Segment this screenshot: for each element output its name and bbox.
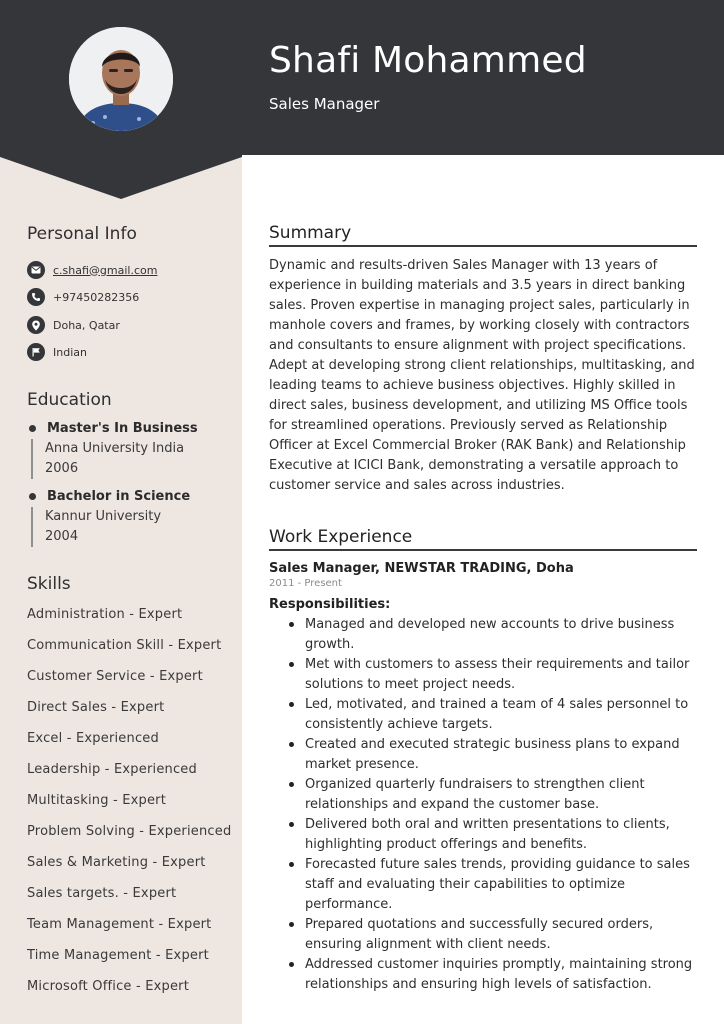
- avatar: [69, 27, 173, 131]
- education-school: Kannur University: [45, 509, 162, 524]
- skill-item: Leadership - Experienced: [27, 762, 197, 777]
- list-item: Delivered both oral and written presentations to clients, highlighting product offerings and benefits.: [269, 815, 699, 855]
- phone-text: +97450282356: [53, 290, 140, 304]
- location-text: Doha, Qatar: [53, 318, 120, 332]
- skills-heading: Skills: [27, 574, 71, 594]
- flag-icon: [27, 343, 45, 361]
- skill-item: Excel - Experienced: [27, 731, 159, 746]
- education-school: Anna University India: [45, 441, 185, 456]
- skill-item: Microsoft Office - Expert: [27, 979, 189, 994]
- education-heading: Education: [27, 390, 112, 410]
- bullet-dot: [29, 425, 36, 432]
- personal-info-heading: Personal Info: [27, 224, 137, 244]
- email-link[interactable]: c.shafi@gmail.com: [53, 263, 158, 277]
- education-year: 2006: [45, 461, 79, 476]
- phone-icon: [27, 288, 45, 306]
- skill-item: Time Management - Expert: [27, 948, 209, 963]
- education-degree: Bachelor in Science: [47, 489, 191, 504]
- nationality-text: Indian: [53, 345, 87, 359]
- job-title: Sales Manager, NEWSTAR TRADING, Doha: [269, 561, 574, 576]
- person-name: Shafi Mohammed: [269, 40, 587, 81]
- avatar-image: [69, 27, 173, 131]
- contact-phone: [27, 288, 139, 306]
- bullet-dot: [29, 493, 36, 500]
- list-item: Prepared quotations and successfully secured orders, ensuring alignment with client needs.: [269, 915, 699, 955]
- skill-item: Administration - Expert: [27, 607, 183, 622]
- skill-item: Problem Solving - Experienced: [27, 824, 232, 839]
- list-item: Met with customers to assess their requirements and tailor solutions to meet project needs.: [269, 655, 699, 695]
- skill-item: Multitasking - Expert: [27, 793, 166, 808]
- responsibilities-heading: Responsibilities:: [269, 597, 391, 612]
- responsibilities-list: [269, 615, 699, 995]
- list-item: Created and executed strategic business plans to expand market presence.: [269, 735, 699, 775]
- contact-nationality: [27, 343, 87, 361]
- list-item: Organized quarterly fundraisers to strengthen client relationships and expand the customer base.: [269, 775, 699, 815]
- skill-item: Customer Service - Expert: [27, 669, 203, 684]
- summary-heading: Summary: [269, 223, 697, 247]
- skill-item: Sales & Marketing - Expert: [27, 855, 206, 870]
- job-dates: 2011 - Present: [269, 578, 342, 589]
- education-degree: Master's In Business: [47, 421, 198, 436]
- contact-email[interactable]: [27, 261, 157, 279]
- skill-item: Sales targets. - Expert: [27, 886, 177, 901]
- summary-text: Dynamic and results-driven Sales Manager with 13 years of experience in building materials and 3.5 years in direct banking sales. Proven expertise in managing project sales, particularly in manhole covers and frames, by working closely with contractors and consultants to ensure alignment with project specifications. Adept at developing strong client relationships, multitasking, and leading teams to achieve business objectives. Highly skilled in direct sales, business development, and utilizing MS Office tools for streamlined operations. Previously served as Relationship Officer at Excel Commercial Broker (RAK Bank) and Relationship Executive at ICICI Bank, demonstrating a versatile approach to customer service and sales across industries.: [269, 258, 695, 493]
- contact-location: [27, 316, 120, 334]
- work-experience-heading: Work Experience: [269, 527, 697, 551]
- list-item: Addressed customer inquiries promptly, maintaining strong relationships and ensuring high levels of satisfaction.: [269, 955, 699, 995]
- education-year: 2004: [45, 529, 79, 544]
- envelope-icon: [27, 261, 45, 279]
- map-pin-icon: [27, 316, 45, 334]
- list-item: Forecasted future sales trends, providing guidance to sales staff and evaluating their capabilities to optimize performance.: [269, 855, 699, 915]
- skill-item: Team Management - Expert: [27, 917, 212, 932]
- list-item: Managed and developed new accounts to drive business growth.: [269, 615, 699, 655]
- header-chevron: [0, 155, 242, 200]
- skill-item: Communication Skill - Expert: [27, 638, 222, 653]
- education-item: [27, 489, 227, 547]
- person-role: Sales Manager: [269, 95, 380, 113]
- list-item: Led, motivated, and trained a team of 4 sales personnel to consistently achieve targets.: [269, 695, 699, 735]
- skill-item: Direct Sales - Expert: [27, 700, 165, 715]
- education-item: [27, 421, 227, 479]
